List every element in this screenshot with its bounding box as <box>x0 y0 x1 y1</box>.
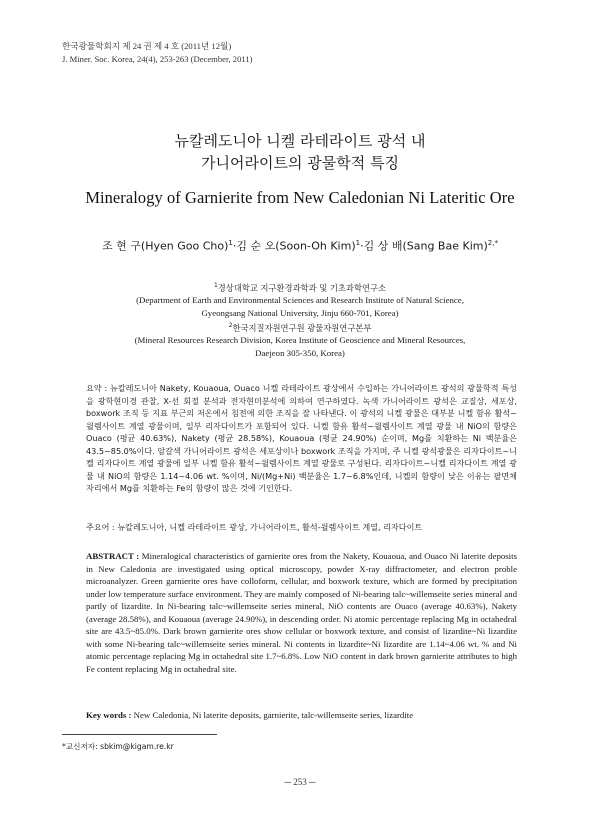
korean-abstract-label: 요약 : <box>86 383 108 393</box>
page-number: ─ 253 ─ <box>284 777 316 787</box>
footnote-divider <box>62 734 217 735</box>
running-header <box>62 40 253 66</box>
korean-title <box>0 130 600 174</box>
author-list <box>0 235 600 255</box>
korean-keywords-label: 주요어 : <box>86 522 115 532</box>
korean-title-line-2: 가니어라이트의 광물학적 특징 <box>201 154 399 172</box>
affiliation-mark: 2 <box>228 321 233 329</box>
affiliation-1-english-line-2: Gyeongsang National University, Jinju 660-701, Korea) <box>201 307 399 318</box>
corresponding-author-footnote: *교신저자: sbkim@kigam.re.kr <box>62 742 174 751</box>
english-keywords <box>86 710 517 720</box>
korean-title-line-1: 뉴칼레도니아 니켈 라테라이트 광석 내 <box>174 132 426 150</box>
english-abstract-label: ABSTRACT : <box>86 551 140 561</box>
affiliation-mark: 1 <box>213 282 218 289</box>
affiliation-1-korean: 경상대학교 지구환경과학과 및 기초과학연구소 <box>217 282 387 293</box>
korean-abstract <box>86 382 517 495</box>
korean-keywords-text: 뉴칼레도니아, 니켈 라테라이트 광상, 가니어라이트, 활석-윌렘사이트 계열, 리자다이트 <box>114 522 423 532</box>
affiliation-2-korean: 한국지질자원연구원 광물자원연구본부 <box>232 322 372 333</box>
author-name: 김 상 배(Sang Bae Kim) <box>363 239 488 253</box>
author-affiliation-mark: 2,* <box>487 239 498 247</box>
author-name: 김 순 오(Soon-Oh Kim) <box>236 239 356 253</box>
affiliation-2-english-line-2: Daejeon 305-350, Korea) <box>255 347 345 358</box>
english-keywords-label: Key words : <box>86 710 132 720</box>
english-title: Mineralogy of Garnierite from New Caledonian Ni Lateritic Ore <box>85 188 515 207</box>
author-name: 조 현 구(Hyen Goo Cho) <box>102 239 229 253</box>
english-keywords-text: New Caledonia, Ni laterite deposits, garnierite, talc-willemseite series, lizardite <box>131 710 414 720</box>
author-affiliation-mark: 1 <box>355 239 361 247</box>
author-separator: · <box>232 239 237 253</box>
author-separator: · <box>360 239 364 253</box>
affiliations <box>0 280 600 359</box>
affiliation-1-english-line-1: (Department of Earth and Environmental Sciences and Research Institute of Natural Science, <box>136 295 464 306</box>
english-abstract <box>86 550 517 675</box>
korean-keywords <box>86 522 517 533</box>
english-abstract-text: Mineralogical characteristics of garnierite ores from the Nakety, Kouaoua, and Ouaco Ni laterite deposits in New Caledonia are investigated using optical microscopy, powder X-ray diffractometer, and electron proble microanalyzer. Green garnierite ores have colloform, cellular, and boxwork texture, which are formed by precipitation under low temperature surface environment. They are mainly composed of Ni-bearing talc~willemseite series mineral and partly of lizardite. In Ni-bearing talc~willemseite series mineral, NiO contents are Ouaco (average 40.63%), Nakety (average 28.58%), and Kouaoua (average 24.90%), in descending order. Ni atomic percentage replacing Mg in octahedral site are 43.5~85.0%. Dark brown garnierite ores show cellular or boxwork texture, and consist of lizardite~Ni lizardite with some Ni-bearing talc~willemseite series mineral. Ni contents in lizardite~Ni lizardite are 1.14~4.06 wt. % and Ni atomic percentage replacing Mg in octahedral site 1.7~6.8%. Low NiO content in dark brown garnierite attributes to high Fe content replacing Mg in octahedral site. <box>86 551 517 674</box>
korean-abstract-text: 뉴칼레도니아 Nakety, Kouaoua, Ouaco 니켈 라테라이트 광상에서 수입하는 가니어라이트 광석의 광물학적 특성을 광학현미경 관찰, X-선 회절 분석과 전자현미분석에 의하여 연구하였다. 녹색 가니어라이트 광석은 교질상, 세포상, boxwork 조직 등 지표 부근의 저온에서 침전에 의한 조직을 잘 나타낸다. 이 광석의 니켈 광물은 대부분 니켈 함유 활석~윌렘사이트 계열 광물이며, 일부 리자다이트가 포함되어 있다. 니켈 함유 활석~윌렘사이트 계열 광물 내 NiO의 함량은 Ouaco (평균 40.63%), Nakety (평균 28.58%), Kouaoua (평균 24.90%) 순이며, Mg를 치환하는 Ni 백분율은 43.5~85.0%이다. 암갈색 가니어라이트 광석은 세포상이나 boxwork 조직을 가지며, 주 니켈 광석광물은 리자다이트~니켈 리자다이트 계열 광물에 일부 니켈 함유 활석~윌렘사이트 계열 광물로 구성된다. 리자다이트~니켈 리자다이트 계열 광물 내 NiO의 함량은 1.14~4.06 wt. %이며, Ni/(Mg+Ni) 백분율은 1.7~6.8%인데, 니켈의 함량이 낮은 이유는 팔면체 자리에서 Mg를 치환하는 Fe의 함량이 많은 것에 기인한다. <box>86 383 517 494</box>
running-header-korean: 한국광물학회지 제 24 권 제 4 호 (2011년 12월) <box>62 41 232 51</box>
running-header-english: J. Miner. Soc. Korea, 24(4), 253-263 (December, 2011) <box>62 54 253 64</box>
author-affiliation-mark: 1 <box>228 239 233 247</box>
affiliation-2-english-line-1: (Mineral Resources Research Division, Korea Institute of Geoscience and Mineral Resources, <box>134 334 466 345</box>
